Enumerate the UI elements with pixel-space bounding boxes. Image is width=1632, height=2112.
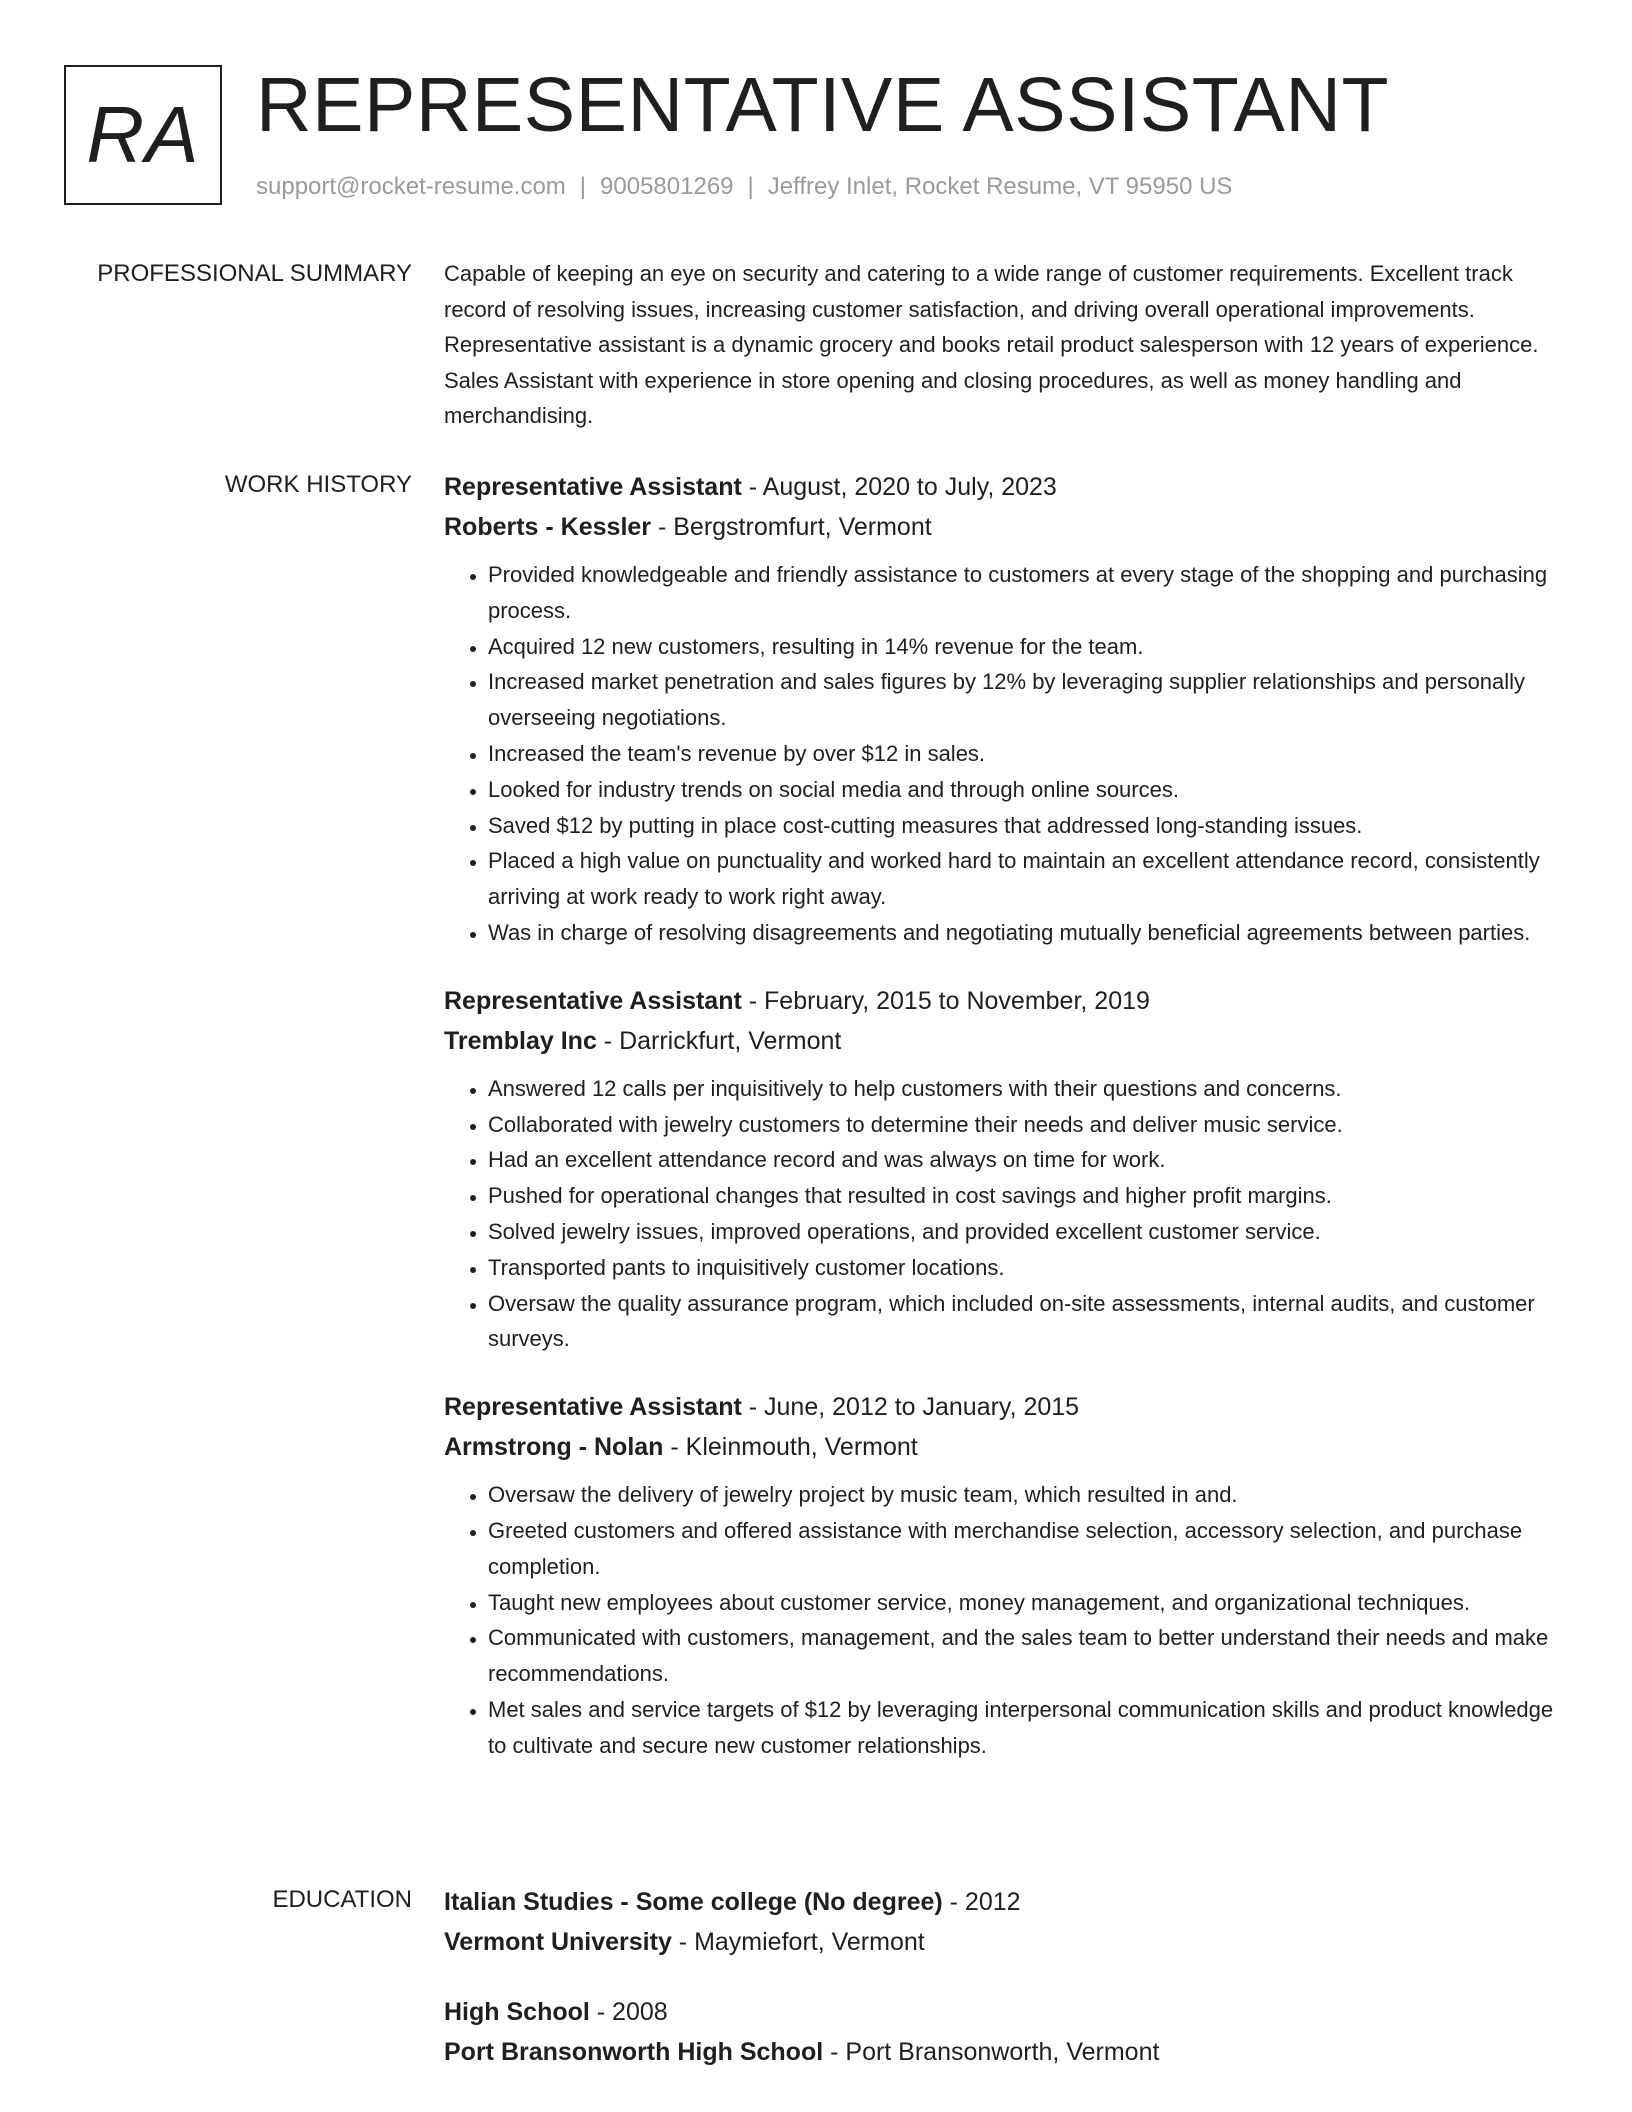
contact-separator: |	[747, 173, 754, 200]
job-dates: - June, 2012 to January, 2015	[741, 1393, 1080, 1422]
list-item: • Acquired 12 new customers, resulting in 14% revenue for the team.	[488, 629, 1560, 665]
list-item: • Increased market penetration and sales figures by 12% by leveraging supplier relationships and personally overseeing negotiations.	[488, 664, 1560, 736]
list-item: • Placed a high value on punctuality and worked hard to maintain an excellent attendance record, consistently arriving at work ready to work right away.	[488, 843, 1560, 915]
list-item: • Was in charge of resolving disagreements and negotiating mutually beneficial agreements between parties.	[488, 915, 1560, 951]
school-location: - Port Bransonworth, Vermont	[823, 2038, 1160, 2066]
list-item: • Oversaw the delivery of jewelry project by music team, which resulted in and.	[488, 1477, 1560, 1513]
contact-line	[256, 173, 1232, 201]
graduation-year: - 2008	[589, 1998, 668, 2026]
list-item: • Saved $12 by putting in place cost-cutting measures that addressed long-standing issues.	[488, 808, 1560, 844]
list-item: • Greeted customers and offered assistance with merchandise selection, accessory selection, and purchase completion.	[488, 1513, 1560, 1585]
job-location: - Darrickfurt, Vermont	[596, 1026, 842, 1055]
summary-text: Capable of keeping an eye on security and catering to a wide range of customer requirements. Excellent track record of resolving issues, increasing customer satisfaction, and driving overall operational improvements. Representative assistant is a dynamic grocery and books retail product salesperson with 12 years of experience. Sales Assistant with experience in store opening and closing procedures, as well as money handling and merchandising.	[444, 261, 1539, 428]
list-item: • Solved jewelry issues, improved operations, and provided excellent customer service.	[488, 1214, 1560, 1250]
job-bullets	[444, 1071, 1560, 1357]
school-line	[444, 1922, 1560, 1962]
school-name: Vermont University	[444, 1928, 672, 1956]
list-item: • Collaborated with jewelry customers to determine their needs and deliver music service.	[488, 1107, 1560, 1143]
job-dates: - August, 2020 to July, 2023	[741, 473, 1057, 501]
list-item: • Looked for industry trends on social media and through online sources.	[488, 772, 1560, 808]
job-location: - Bergstromfurt, Vermont	[651, 513, 932, 541]
school-name: Port Bransonworth High School	[444, 2038, 824, 2066]
job-entry	[444, 981, 1560, 1357]
job-company: Tremblay Inc	[444, 1026, 597, 1055]
list-item: • Met sales and service targets of $12 by leveraging interpersonal communication skills and product knowledge to cultivate and secure new customer relationships.	[488, 1692, 1560, 1764]
graduation-year: - 2012	[942, 1888, 1021, 1916]
address-text: Jeffrey Inlet, Rocket Resume, VT 95950 US	[767, 173, 1233, 200]
education-entry	[444, 1882, 1560, 1962]
list-item: • Pushed for operational changes that resulted in cost savings and higher profit margins.	[488, 1178, 1560, 1214]
job-title: Representative Assistant	[444, 986, 742, 1015]
job-company: Armstrong - Nolan	[444, 1433, 664, 1462]
job-title-line	[444, 467, 1560, 507]
work-history-heading: WORK HISTORY	[224, 471, 412, 498]
list-item: • Had an excellent attendance record and was always on time for work.	[488, 1142, 1560, 1178]
summary-body	[444, 256, 1560, 434]
job-title-line	[444, 1387, 1560, 1427]
job-entry	[444, 467, 1560, 951]
education-heading: EDUCATION	[272, 1886, 412, 1913]
phone-text: 9005801269	[600, 173, 734, 200]
list-item: • Oversaw the quality assurance program, which included on-site assessments, internal audits, and customer surveys.	[488, 1286, 1560, 1358]
job-dates: - February, 2015 to November, 2019	[741, 986, 1150, 1015]
job-location: - Kleinmouth, Vermont	[663, 1433, 918, 1462]
list-item: • Communicated with customers, management, and the sales team to better understand their needs and make recommendations.	[488, 1620, 1560, 1692]
job-company: Roberts - Kessler	[444, 513, 652, 541]
degree: Italian Studies - Some college (No degree)	[444, 1888, 943, 1916]
email-text: support@rocket-resume.com	[256, 173, 566, 200]
job-title: Representative Assistant	[444, 1393, 742, 1422]
job-title: Representative Assistant	[444, 473, 742, 501]
job-company-line	[444, 507, 1560, 547]
job-company-line	[444, 1021, 1560, 1061]
degree-line	[444, 1882, 1560, 1922]
monogram-logo: RA	[64, 65, 222, 205]
resume-header	[64, 62, 1568, 210]
job-company-line	[444, 1427, 1560, 1467]
candidate-name: REPRESENTATIVE ASSISTANT	[256, 62, 1390, 148]
education-entry	[444, 1992, 1560, 2072]
school-location: - Maymiefort, Vermont	[671, 1928, 925, 1956]
list-item: • Provided knowledgeable and friendly assistance to customers at every stage of the shopping and purchasing process.	[488, 557, 1560, 629]
job-bullets	[444, 1477, 1560, 1763]
degree-line	[444, 1992, 1560, 2032]
list-item: • Transported pants to inquisitively customer locations.	[488, 1250, 1560, 1286]
list-item: • Answered 12 calls per inquisitively to help customers with their questions and concerns.	[488, 1071, 1560, 1107]
school-line	[444, 2032, 1560, 2072]
degree: High School	[444, 1998, 590, 2026]
education-body	[444, 1882, 1560, 2102]
contact-separator: |	[579, 173, 587, 200]
job-entry	[444, 1387, 1560, 1763]
work-history-body	[444, 467, 1560, 1794]
job-title-line	[444, 981, 1560, 1021]
job-bullets	[444, 557, 1560, 951]
list-item: • Taught new employees about customer service, money management, and organizational techniques.	[488, 1585, 1560, 1621]
summary-heading: PROFESSIONAL SUMMARY	[97, 260, 412, 287]
list-item: • Increased the team's revenue by over $12 in sales.	[488, 736, 1560, 772]
